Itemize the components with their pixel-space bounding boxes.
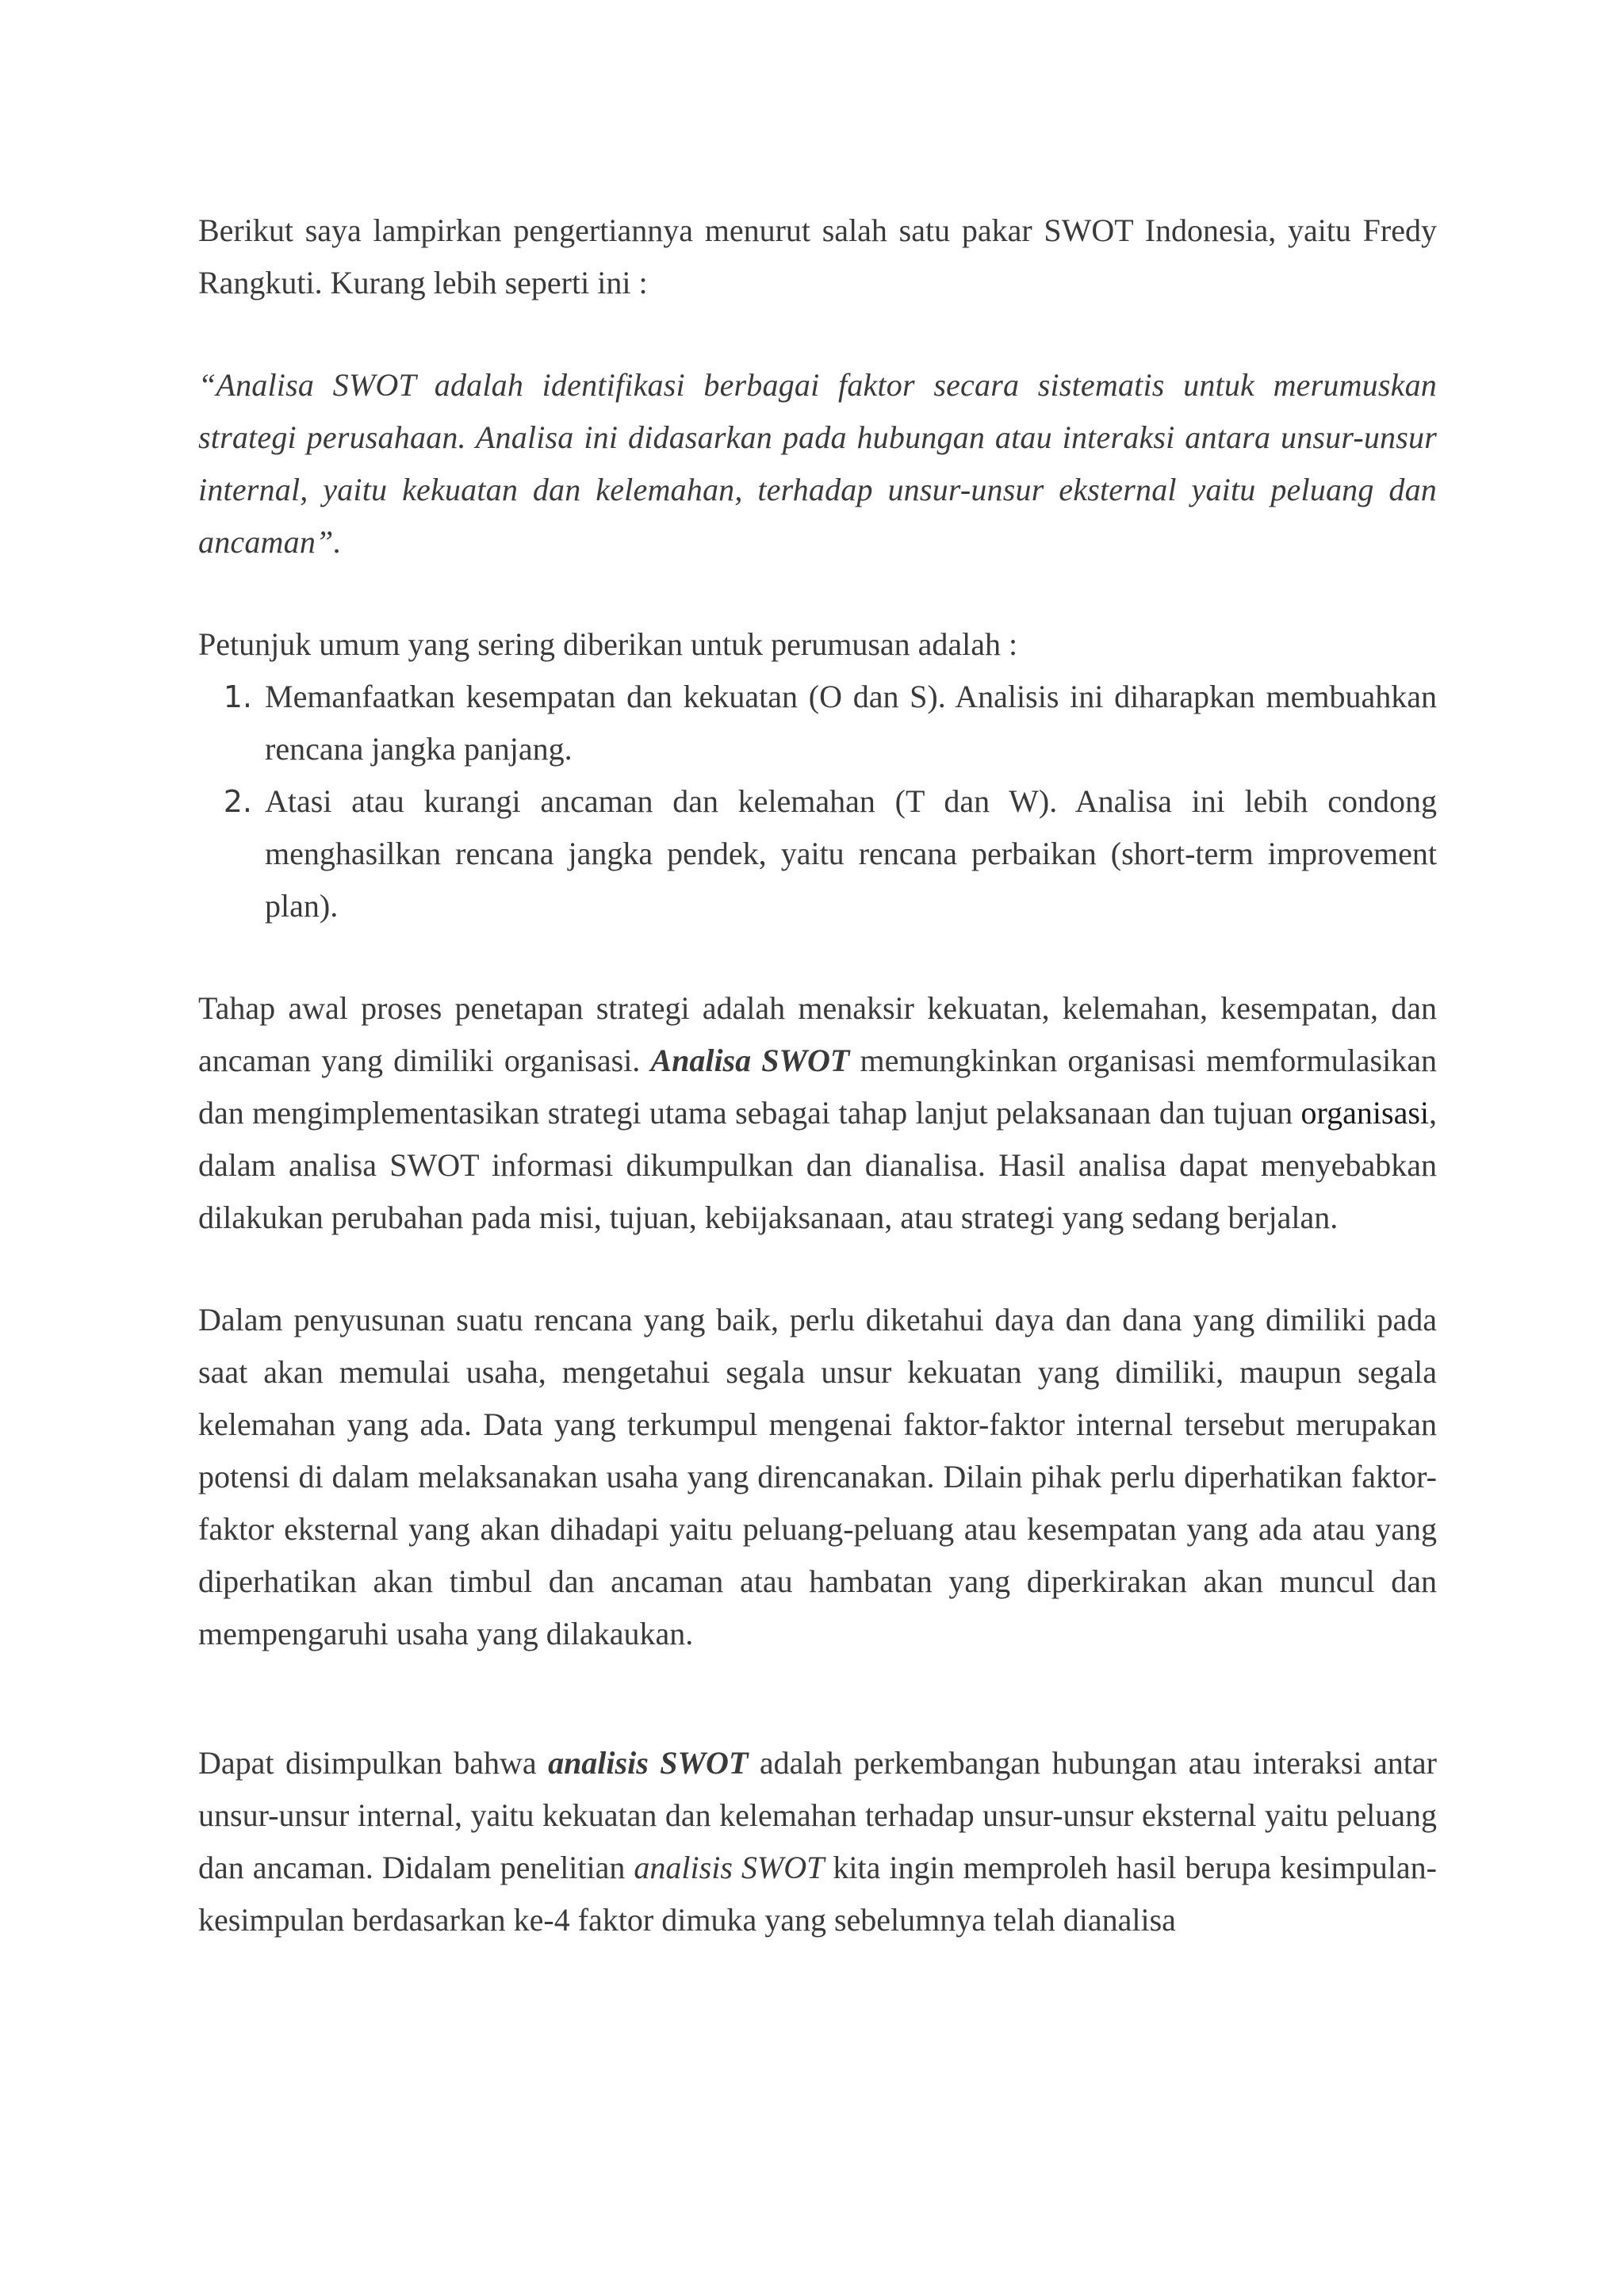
list-item-number: 2. — [223, 784, 252, 819]
organisasi-link[interactable]: organisasi — [1300, 1095, 1429, 1131]
kesimpulan-text-3: kita ingin memproleh hasil berupa kesimpulan-kesimpulan berdasarkan ke-4 faktor dimuka yang sebelumnya telah dianalisa — [198, 1850, 1437, 1938]
tahap-text-1: Tahap awal proses penetapan strategi adalah menaksir kekuatan, kelemahan, kesempatan, dan ancaman yang dimiliki organisasi. — [198, 990, 1437, 1078]
list-item-text: Memanfaatkan kesempatan dan kekuatan (O dan S). Analisis ini diharapkan membuahkan rencana jangka panjang. — [265, 679, 1437, 767]
kesimpulan-paragraph — [198, 1737, 1437, 1946]
list-item — [198, 671, 1437, 775]
analisa-swot-term: Analisa SWOT — [650, 1043, 850, 1078]
kesimpulan-text-2: adalah perkembangan hubungan atau interaksi antar unsur-unsur internal, yaitu kekuatan dan kelemahan terhadap unsur-unsur eksternal yaitu peluang dan ancaman. Didalam penelitian — [198, 1745, 1437, 1885]
intro-paragraph: Berikut saya lampirkan pengertiannya menurut salah satu pakar SWOT Indonesia, yaitu Fredy Rangkuti. Kurang lebih seperti ini : — [198, 212, 1437, 300]
tahap-text-3: , dalam analisa SWOT informasi dikumpulkan dan dianalisa. Hasil analisa dapat menyebabkan dilakukan perubahan pada misi, tujuan, kebijaksanaan, atau strategi yang sedang berjalan. — [198, 1095, 1437, 1235]
numbered-list — [198, 671, 1437, 932]
analisis-swot-term: analisis SWOT — [548, 1745, 749, 1781]
dalam-paragraph: Dalam penyusunan suatu rencana yang baik, perlu diketahui daya dan dana yang dimiliki pada saat akan memulai usaha, mengetahui segala unsur kekuatan yang dimiliki, maupun segala kelemahan yang ada. Data yang terkumpul mengenai faktor-faktor internal tersebut merupakan potensi di dalam melaksanakan usaha yang direncanakan. Dilain pihak perlu diperhatikan faktor-faktor eksternal yang akan dihadapi yaitu peluang-peluang atau kesempatan yang ada atau yang diperhatikan akan timbul dan ancaman atau hambatan yang diperkirakan akan muncul dan mempengaruhi usaha yang dilakaukan. — [198, 1302, 1437, 1651]
tahap-text-2: memungkinkan organisasi memformulasikan dan mengimplementasikan strategi utama sebagai tahap lanjut pelaksanaan dan tujuan — [198, 1043, 1437, 1131]
petunjuk-paragraph: Petunjuk umum yang sering diberikan untuk perumusan adalah : — [198, 626, 1018, 662]
analisis-swot-italic-term: analisis SWOT — [634, 1850, 825, 1885]
quote-paragraph: “Analisa SWOT adalah identifikasi berbagai faktor secara sistematis untuk merumuskan strategi perusahaan. Analisa ini didasarkan pada hubungan atau interaksi antara unsur-unsur internal, yaitu kekuatan dan kelemahan, terhadap unsur-unsur eksternal yaitu peluang dan ancaman”. — [198, 367, 1437, 560]
tahap-paragraph — [198, 982, 1437, 1244]
list-item-number: 1. — [223, 679, 252, 714]
kesimpulan-text-1: Dapat disimpulkan bahwa — [198, 1745, 549, 1781]
document-body — [198, 205, 1437, 1946]
list-item — [198, 775, 1437, 932]
list-item-text: Atasi atau kurangi ancaman dan kelemahan (T dan W). Analisa ini lebih condong menghasilkan rencana jangka pendek, yaitu rencana perbaikan (short-term improvement plan). — [265, 783, 1437, 924]
